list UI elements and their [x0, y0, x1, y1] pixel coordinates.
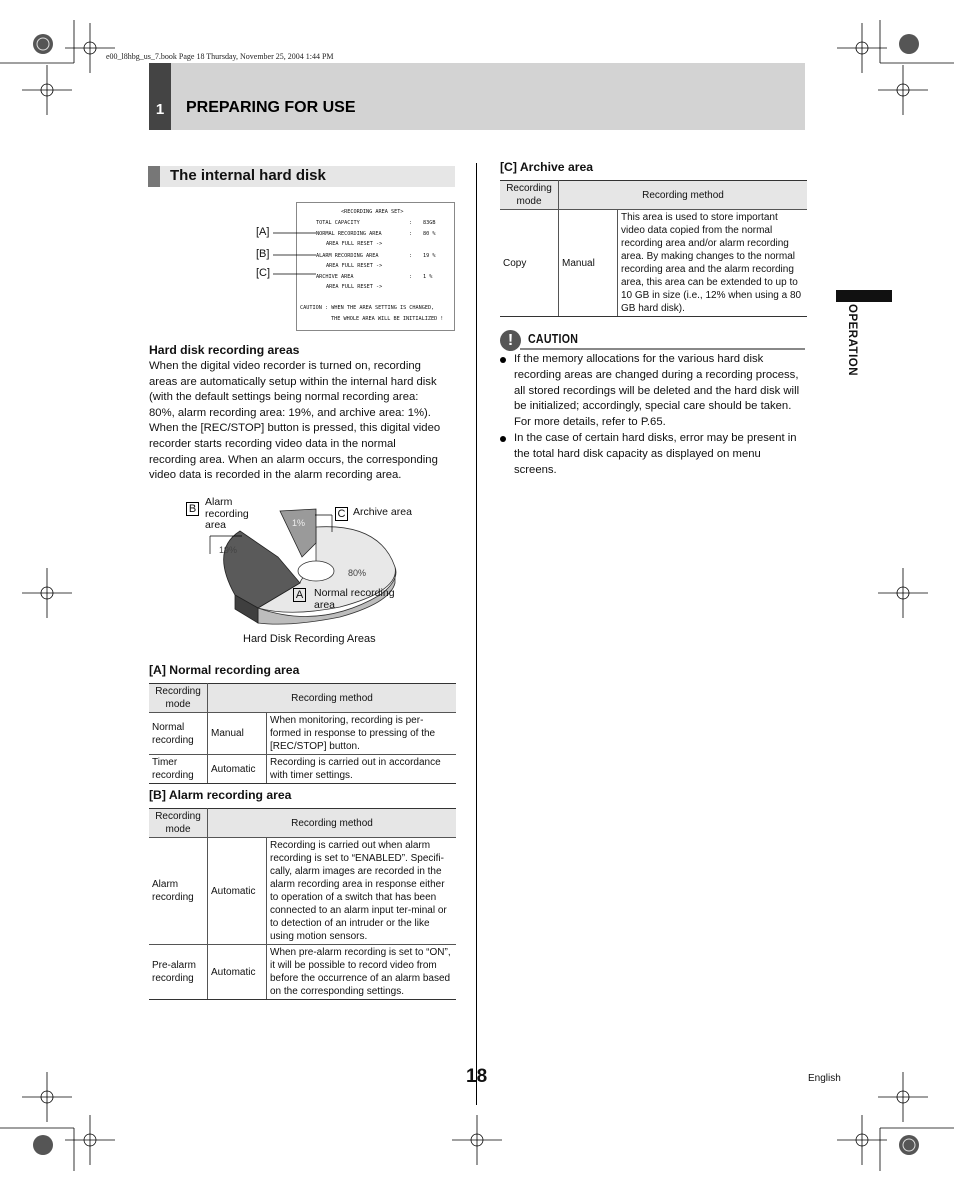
file-info-line: e00_l8hbg_us_7.book Page 18 Thursday, November 25, 2004 1:44 PM: [106, 52, 334, 61]
pie-pct-80: 80%: [348, 568, 367, 578]
pie-label-a-line: area: [314, 599, 336, 611]
caution-rule: [520, 348, 805, 350]
body-line: (with the default settings being normal recording area:: [149, 391, 419, 404]
screen-row-sep: :: [409, 274, 413, 280]
table-cell-mode: Timer recording: [149, 755, 208, 784]
language-label: English: [808, 1073, 841, 1084]
bullet-dot: [500, 357, 506, 363]
pie-caption: Hard Disk Recording Areas: [243, 633, 376, 645]
section-title: The internal hard disk: [170, 167, 326, 184]
table-cell-type: Automatic: [208, 945, 267, 1000]
side-tab-bar: [836, 290, 892, 302]
screen-row-sep: :: [409, 253, 413, 259]
pie-leader-lines: [200, 507, 350, 560]
screen-row-label: ARCHIVE AREA: [316, 274, 354, 280]
table-row: [149, 945, 456, 1000]
body-line: recording area. When an alarm occurs, the corresponding: [149, 453, 438, 466]
screen-row-label: AREA FULL RESET ->: [326, 284, 383, 290]
chapter-title: PREPARING FOR USE: [186, 99, 356, 116]
table-header-mode: Recording mode: [149, 809, 208, 838]
table-row: [500, 210, 807, 317]
body-line: When the [REC/STOP] button is pressed, this digital video: [149, 422, 441, 435]
pie-pct-1: 1%: [292, 518, 306, 528]
table-header-method: Recording method: [559, 181, 808, 210]
table-cell-type: Automatic: [208, 838, 267, 945]
screen-row-value: 19 %: [423, 253, 436, 259]
page-number: 18: [466, 1066, 488, 1087]
table-cell-desc: When monitoring, recording is per-formed in response to pressing of the [REC/STOP] button.: [267, 713, 457, 755]
table-cell-type: Manual: [208, 713, 267, 755]
table-b-title: [B] Alarm recording area: [149, 788, 292, 802]
callout-c: [C]: [256, 267, 271, 279]
body-line: recorder starts recording video data in the normal: [149, 437, 396, 450]
body-line: 80%, alarm recording area: 19%, and archive area: 1%).: [149, 406, 431, 419]
table-header-mode: Recording mode: [500, 181, 559, 210]
screen-row-value: 83GB: [423, 220, 436, 226]
table-row: [149, 838, 456, 945]
table-cell-mode: Pre-alarm recording: [149, 945, 208, 1000]
side-tab-label: OPERATION: [846, 304, 858, 377]
screen-row-value: 80 %: [423, 231, 436, 237]
pie-hole: [298, 561, 334, 581]
screen-row-value: 1 %: [423, 274, 433, 280]
table-cell-desc: Recording is carried out when alarm recording is set to “ENABLED”. Specifi-cally, alarm images are recorded in the alarm recording area in response either to operation of a switch that has been connected to an alarm input ter-minal or to detection of an intruder or the like using motion sensors.: [267, 838, 457, 945]
pie-letter-a: A: [293, 588, 306, 602]
pie-label-b-line: Alarm: [205, 496, 233, 508]
exclamation-icon: !: [500, 330, 521, 351]
bullet-text: If the memory allocations for the various hard disk recording areas are changed during a recording process, all stored recordings will be deleted and the hard disk will be initialized; accordingly, special care should be taken. For more details, refer to P.65.: [514, 353, 800, 429]
bullet-dot: [500, 436, 506, 442]
body-line: video data is recorded in the alarm recording area.: [149, 469, 402, 482]
screen-row-label: ALARM RECORDING AREA: [316, 253, 379, 259]
callout-a: [A]: [256, 226, 270, 238]
callout-lines: [270, 225, 320, 280]
table-cell-mode: Alarm recording: [149, 838, 208, 945]
screen-row-label: TOTAL CAPACITY: [316, 220, 360, 226]
table-cell-mode: Normal recording: [149, 713, 208, 755]
pie-letter-c: C: [335, 507, 348, 521]
section-marker: [148, 166, 160, 187]
bullet-text: In the case of certain hard disks, error may be present in the total hard disk capacity as displayed on menu screens.: [514, 432, 797, 476]
screen-caution-line: CAUTION : WHEN THE AREA SETTING IS CHANGED,: [300, 305, 435, 311]
screen-row-label: NORMAL RECORDING AREA: [316, 231, 382, 237]
pie-label-a-line: Normal recording: [314, 587, 395, 599]
table-header-method: Recording method: [208, 684, 457, 713]
table-cell-type: Manual: [559, 210, 618, 317]
body-line: When the digital video recorder is turned on, recording: [149, 360, 421, 372]
body-line: areas are automatically setup within the internal hard disk: [149, 375, 437, 388]
column-divider: [476, 163, 477, 1105]
pie-label-a: [314, 587, 395, 611]
table-header-method: Recording method: [208, 809, 457, 838]
table-b: [149, 808, 456, 1000]
table-header-mode: Recording mode: [149, 684, 208, 713]
screen-caution-line: THE WHOLE AREA WILL BE INITIALIZED !: [331, 316, 444, 322]
table-row: [149, 755, 456, 784]
pie-pct-19: 19%: [219, 545, 238, 555]
hd-areas-body: [149, 359, 459, 484]
chapter-number: 1: [149, 63, 171, 130]
table-c: [500, 180, 807, 317]
table-cell-desc: When pre-alarm recording is set to “ON”, it will be possible to record video from before the occurrence of an alarm based on the corresponding settings.: [267, 945, 457, 1000]
screen-row-label: AREA FULL RESET ->: [326, 263, 383, 269]
caution-bullet: [500, 352, 800, 431]
table-a-title: [A] Normal recording area: [149, 663, 300, 677]
table-cell-desc: This area is used to store important video data copied from the normal recording area and/or alarm recording area. By making changes to the normal recording area and the alarm recording area, this area can be extended to up to 10 GB in size (i.e., 12% when using a 80 GB hard disk).: [618, 210, 808, 317]
caution-label: CAUTION: [528, 332, 579, 346]
pie-label-b-line: area: [205, 519, 227, 531]
table-row: [149, 713, 456, 755]
pie-label-c: Archive area: [353, 506, 412, 518]
caution-bullet: [500, 431, 800, 478]
screen-row-sep: :: [409, 231, 413, 237]
chapter-header: [149, 63, 805, 130]
hd-areas-heading: Hard disk recording areas: [149, 343, 300, 357]
pie-label-b-line: recording: [205, 507, 249, 520]
section-header: [148, 166, 455, 187]
table-cell-type: Automatic: [208, 755, 267, 784]
screen-row-label: AREA FULL RESET ->: [326, 241, 383, 247]
caution-heading: [500, 330, 805, 350]
table-cell-desc: Recording is carried out in accordance with timer settings.: [267, 755, 457, 784]
callout-b: [B]: [256, 248, 270, 260]
table-c-title: [C] Archive area: [500, 160, 594, 174]
screen-row-sep: :: [409, 220, 413, 226]
table-cell-mode: Copy: [500, 210, 559, 317]
screen-title: <RECORDING AREA SET>: [341, 209, 404, 215]
table-a: [149, 683, 456, 784]
pie-letter-b: B: [186, 502, 199, 516]
